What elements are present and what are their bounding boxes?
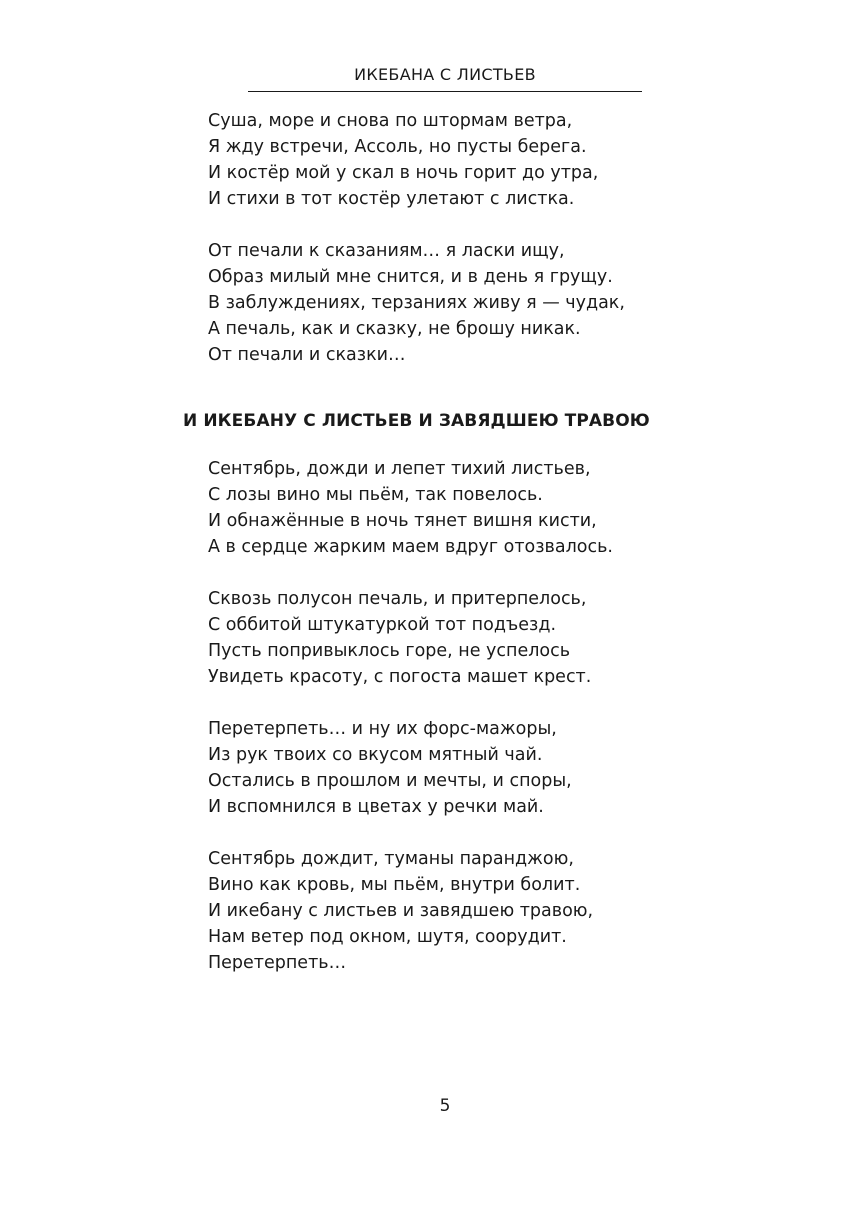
poem-line: И обнажённые в ночь тянет вишня кисти, — [208, 511, 597, 531]
poem-line: С лозы вино мы пьём, так повелось. — [208, 485, 543, 505]
poem-line: И костёр мой у скал в ночь горит до утра, — [208, 163, 599, 183]
poem-title: И ИКЕБАНУ С ЛИСТЬЕВ И ЗАВЯДШЕЮ ТРАВОЮ — [183, 411, 650, 431]
poem-continued — [208, 108, 768, 394]
poem-line: А печаль, как и сказку, не брошу никак. — [208, 319, 581, 339]
poem-line: И стихи в тот костёр улетают с листка. — [208, 189, 575, 209]
poem-line: Увидеть красоту, с погоста машет крест. — [208, 667, 592, 687]
poem-line: И икебану с листьев и завядшею травою, — [208, 901, 594, 921]
poem-line: Я жду встречи, Ассоль, но пусты берега. — [208, 137, 587, 157]
running-header: ИКЕБАНА С ЛИСТЬЕВ — [354, 65, 536, 84]
page-number: 5 — [439, 1096, 451, 1116]
stanza — [208, 456, 768, 560]
poem-line: Вино как кровь, мы пьём, внутри болит. — [208, 875, 581, 895]
poem-line: Из рук твоих со вкусом мятный чай. — [208, 745, 543, 765]
poem-line: И вспомнился в цветах у речки май. — [208, 797, 544, 817]
poem-line: Сквозь полусон печаль, и притерпелось, — [208, 589, 587, 609]
stanza — [208, 586, 768, 690]
poem-line: С оббитой штукатуркой тот подъезд. — [208, 615, 557, 635]
poem-line: Перетерпеть… — [208, 953, 347, 973]
poem-line: От печали и сказки… — [208, 345, 406, 365]
poem-line: А в сердце жарким маем вдруг отозвалось. — [208, 537, 613, 557]
poem-line: Остались в прошлом и мечты, и споры, — [208, 771, 572, 791]
stanza — [208, 846, 768, 976]
poem-line: Нам ветер под окном, шутя, соорудит. — [208, 927, 567, 947]
stanza — [208, 238, 768, 368]
stanza — [208, 108, 768, 212]
poem-line: Перетерпеть… и ну их форс-мажоры, — [208, 719, 557, 739]
poem-line: Образ милый мне снится, и в день я грущу. — [208, 267, 613, 287]
header-rule — [248, 91, 642, 92]
poem-line: От печали к сказаниям… я ласки ищу, — [208, 241, 565, 261]
stanza — [208, 716, 768, 820]
poem-line: Суша, море и снова по штормам ветра, — [208, 111, 573, 131]
poem-body — [208, 456, 768, 1002]
poem-line: Сентябрь, дожди и лепет тихий листьев, — [208, 459, 591, 479]
poem-line: Сентябрь дождит, туманы паранджою, — [208, 849, 574, 869]
poem-line: В заблуждениях, терзаниях живу я — чудак, — [208, 293, 625, 313]
poem-line: Пусть попривыклось горе, не успелось — [208, 641, 571, 661]
